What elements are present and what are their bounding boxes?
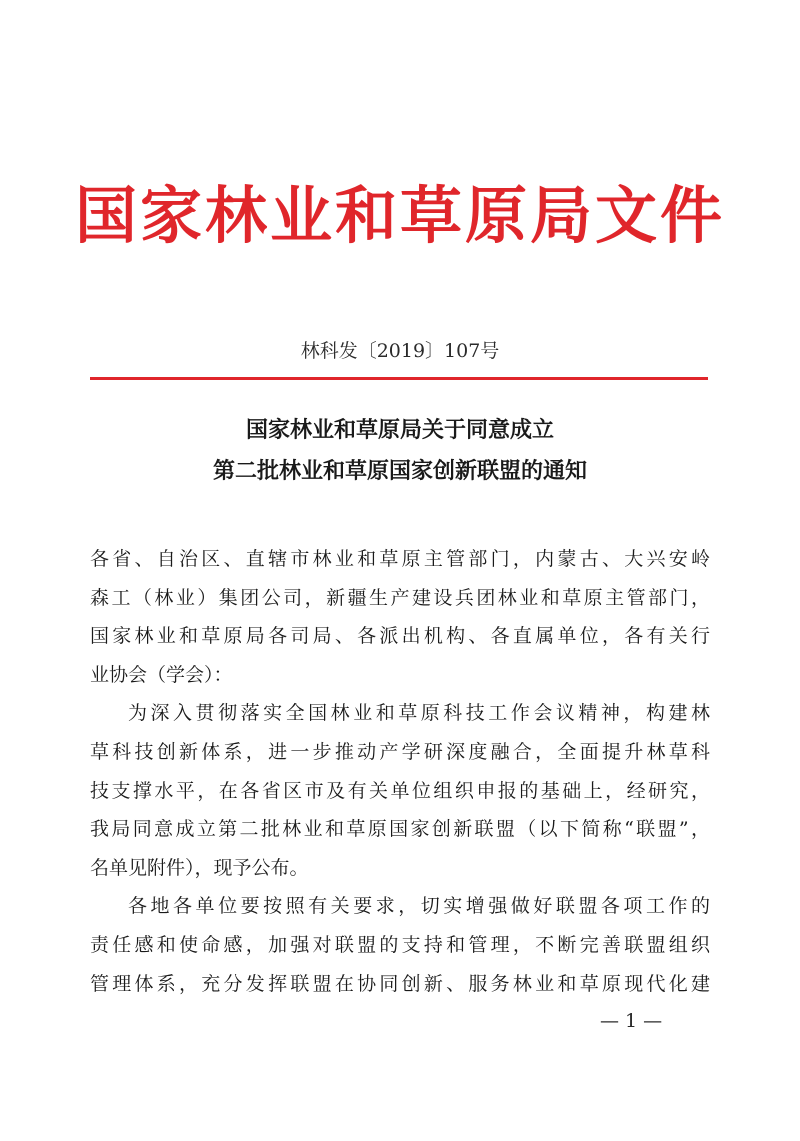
document-title <box>0 410 800 492</box>
addressee-line: 森工（林业）集团公司，新疆生产建设兵团林业和草原主管部门， <box>90 586 710 609</box>
document-number: 林科发〔2019〕107号 <box>300 340 500 362</box>
paragraph-line: 技支撑水平，在各省区市及有关单位组织申报的基础上，经研究， <box>90 779 710 802</box>
addressee-line: 国家林业和草原局各司局、各派出机构、各直属单位，各有关行 <box>90 625 710 648</box>
addressee-line: 各省、自治区、直辖市林业和草原主管部门，内蒙古、大兴安岭 <box>90 548 710 570</box>
paragraph-line: 为深入贯彻落实全国林业和草原科技工作会议精神，构建林 <box>128 702 710 725</box>
document-body <box>90 540 710 1003</box>
document-masthead: 国家林业和草原局文件 <box>74 179 725 252</box>
paragraph-line: 责任感和使命感，加强对联盟的支持和管理，不断完善联盟组织 <box>90 933 710 956</box>
paragraph-line: 我局同意成立第二批林业和草原国家创新联盟（以下简称“联盟”， <box>90 818 710 841</box>
paragraph-line: 各地各单位要按照有关要求，切实增强做好联盟各项工作的 <box>128 895 710 918</box>
body-paragraph-2 <box>90 887 710 1003</box>
red-divider-line <box>90 377 708 380</box>
paragraph-line: 名单见附件），现予公布。 <box>90 856 309 879</box>
paragraph-line: 草科技创新体系，进一步推动产学研深度融合，全面提升林草科 <box>90 740 710 763</box>
title-line-1: 国家林业和草原局关于同意成立 <box>245 418 554 443</box>
title-line-2: 第二批林业和草原国家创新联盟的通知 <box>212 459 587 484</box>
page-number: — 1 — <box>600 1010 663 1032</box>
addressee-block <box>90 540 710 694</box>
body-paragraph-1 <box>90 694 710 887</box>
paragraph-line: 管理体系，充分发挥联盟在协同创新、服务林业和草原现代化建 <box>90 972 710 995</box>
addressee-line: 业协会（学会）： <box>90 663 233 686</box>
